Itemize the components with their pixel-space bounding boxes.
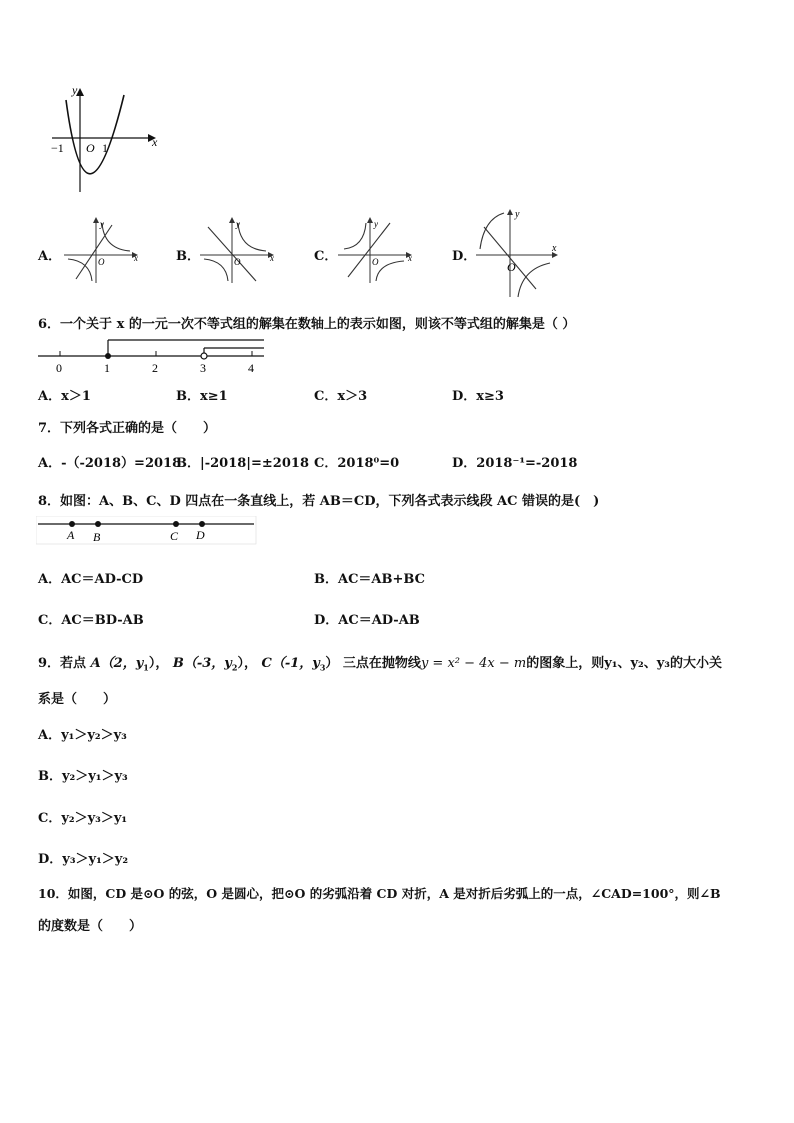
q5-option-a-graph[interactable] <box>62 215 142 285</box>
svg-text:y: y <box>236 219 240 229</box>
q9-stem: 9．若点 A（2，$y_1$）， B（-3，$y_2$）， C（-1，$y_3$） 三点在抛物线y = x² − 4x − m的图象上，则y₁、y₂、y₃的大小关 <box>38 656 722 673</box>
q6-option-a[interactable]: A．x＞1 <box>38 389 91 404</box>
origin-label: O <box>86 141 95 155</box>
q9-option-c[interactable]: C．y₂＞y₃＞y₁ <box>38 811 128 826</box>
q6-number-line <box>36 334 270 376</box>
q7-option-a[interactable]: A．-（-2018）=2018 <box>38 456 182 471</box>
q8-option-d[interactable]: D．AC＝AD-AB <box>314 613 420 628</box>
y-axis-label: y <box>72 83 78 97</box>
q7-option-b[interactable]: B．|-2018|=±2018 <box>176 456 309 471</box>
svg-text:y: y <box>374 219 378 229</box>
svg-text:x: x <box>270 253 274 263</box>
tick-pos1: 1 <box>102 141 108 155</box>
svg-text:x: x <box>408 253 412 263</box>
svg-text:x: x <box>552 243 557 254</box>
q5-option-c-label[interactable]: C． <box>314 249 338 264</box>
x-axis-label: x <box>152 135 158 149</box>
svg-text:O: O <box>234 257 241 267</box>
q5-option-d-graph[interactable] <box>474 205 564 300</box>
point-b: B <box>93 530 101 544</box>
q9-option-b[interactable]: B．y₂＞y₁＞y₃ <box>38 769 128 784</box>
q5-option-a-label[interactable]: A． <box>38 249 62 264</box>
q8-stem: 8．如图：A、B、C、D 四点在一条直线上，若 AB＝CD，下列各式表示线段 AC 错误的是( ) <box>38 494 600 509</box>
q5-option-c-graph[interactable] <box>336 215 416 285</box>
q5-option-b-graph[interactable] <box>198 215 278 285</box>
q8-line-figure <box>36 516 258 546</box>
tick-4: 4 <box>248 361 254 375</box>
point-d: D <box>196 528 205 542</box>
q9-stem-line2: 系是（ ） <box>38 692 117 707</box>
tick-1: 1 <box>104 361 110 375</box>
q7-stem: 7．下列各式正确的是（ ） <box>38 421 217 436</box>
q8-option-b[interactable]: B．AC＝AB+BC <box>314 572 425 587</box>
svg-text:O: O <box>507 260 516 274</box>
tick-2: 2 <box>152 361 158 375</box>
q8-option-c[interactable]: C．AC＝BD-AB <box>38 613 144 628</box>
svg-text:O: O <box>372 257 379 267</box>
svg-text:x: x <box>134 253 138 263</box>
tick-0: 0 <box>56 361 62 375</box>
svg-text:y: y <box>515 209 520 220</box>
q6-option-d[interactable]: D．x≥3 <box>452 389 504 404</box>
q7-option-d[interactable]: D．2018⁻¹=-2018 <box>452 456 578 471</box>
q9-option-d[interactable]: D．y₃＞y₁＞y₂ <box>38 852 129 867</box>
q7-option-c[interactable]: C．2018⁰=0 <box>314 456 400 471</box>
point-c: C <box>170 529 179 543</box>
q10-stem-line2: 的度数是（ ） <box>38 919 143 934</box>
q5-option-d-label[interactable]: D． <box>452 249 477 264</box>
tick-3: 3 <box>200 361 206 375</box>
q6-option-c[interactable]: C．x＞3 <box>314 389 368 404</box>
point-a: A <box>67 528 75 542</box>
parabola-graph <box>48 80 168 195</box>
q5-option-b-label[interactable]: B． <box>176 249 200 264</box>
q8-option-a[interactable]: A．AC＝AD-CD <box>38 572 144 587</box>
q6-stem: 6．一个关于 x 的一元一次不等式组的解集在数轴上的表示如图，则该不等式组的解集是（ ） <box>38 317 576 332</box>
q6-option-b[interactable]: B．x≥1 <box>176 389 228 404</box>
svg-text:y: y <box>100 219 104 229</box>
q10-stem: 10．如图，CD 是⊙O 的弦，O 是圆心，把⊙O 的劣弧沿着 CD 对折，A 是对折后劣弧上的一点，∠CAD=100°，则∠B <box>38 886 721 901</box>
parabola-formula: y = x² − 4x − m <box>420 656 527 671</box>
svg-text:O: O <box>98 257 105 267</box>
tick-neg1: −1 <box>51 141 64 155</box>
q9-option-a[interactable]: A．y₁＞y₂＞y₃ <box>38 728 127 743</box>
